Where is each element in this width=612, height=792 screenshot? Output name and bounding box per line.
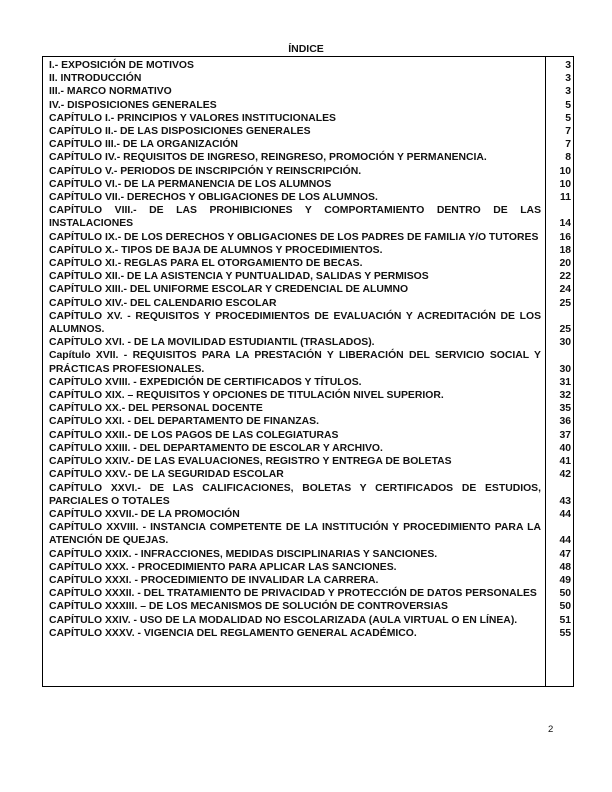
toc-entry-label: II. INTRODUCCIÓN xyxy=(49,73,142,85)
toc-entry-label: CAPÍTULO XI.- REGLAS PARA EL OTORGAMIENTO DE BECAS. xyxy=(49,258,363,270)
toc-entry-label: CAPÍTULO XXIX. - INFRACCIONES, MEDIDAS DISCIPLINARIAS Y SANCIONES. xyxy=(49,548,438,560)
toc-entry-page: 8 xyxy=(565,152,571,164)
toc-entry-page: 16 xyxy=(559,231,571,243)
toc-entry xyxy=(49,112,571,125)
toc-entry xyxy=(49,165,571,178)
toc-entry xyxy=(49,85,571,98)
toc-entry-page: 18 xyxy=(559,244,571,256)
toc-entry-label: CAPÍTULO XIII.- DEL UNIFORME ESCOLAR Y CREDENCIAL DE ALUMNO xyxy=(49,284,409,296)
toc-entry-label: CAPÍTULO XXII.- DE LOS PAGOS DE LAS COLEGIATURAS xyxy=(49,429,339,441)
toc-entry-page: 3 xyxy=(565,60,571,71)
toc-entry-page: 14 xyxy=(559,218,571,230)
toc-entry-label: CAPÍTULO XIX. – REQUISITOS Y OPCIONES DE TITULACIÓN NIVEL SUPERIOR. xyxy=(49,390,444,402)
toc-entry-label: CAPÍTULO XXXI. - PROCEDIMIENTO DE INVALIDAR LA CARRERA. xyxy=(49,574,379,586)
toc-entry-page: 55 xyxy=(559,627,571,639)
index-title: ÍNDICE xyxy=(288,43,324,55)
toc-rows xyxy=(49,59,571,640)
toc-entry-page: 25 xyxy=(559,297,571,309)
toc-entry-label: CAPÍTULO XXIV. - USO DE LA MODALIDAD NO ESCOLARIZADA (AULA VIRTUAL O EN LÍNEA). xyxy=(49,614,518,626)
toc-entry-label: CAPÍTULO XXXIII. – DE LOS MECANISMOS DE SOLUCIÓN DE CONTROVERSIAS xyxy=(49,601,448,613)
toc-entry xyxy=(49,297,571,310)
toc-entry xyxy=(49,59,571,72)
toc-entry xyxy=(49,376,571,389)
toc-entry-page: 5 xyxy=(565,99,571,111)
toc-entry-page: 5 xyxy=(565,112,571,124)
toc-entry-page: 43 xyxy=(559,495,571,507)
toc-entry-label: CAPÍTULO XXVII.- DE LA PROMOCIÓN xyxy=(49,508,240,520)
toc-entry-page: 50 xyxy=(559,601,571,613)
toc-entry-page: 30 xyxy=(559,337,571,349)
toc-entry xyxy=(49,191,571,204)
toc-entry-label: CAPÍTULO XXV.- DE LA SEGURIDAD ESCOLAR xyxy=(49,469,284,481)
toc-entry-page: 37 xyxy=(559,429,571,441)
toc-entry-label: CAPÍTULO XXVIII. - INSTANCIA COMPETENTE DE LA INSTITUCIÓN Y PROCEDIMIENTO PARA LA ATENCIÓN DE QUEJAS. xyxy=(49,522,541,547)
toc-entry-label: Capítulo XVII. - REQUISITOS PARA LA PRESTACIÓN Y LIBERACIÓN DEL SERVICIO SOCIAL Y PRÁCTICAS PROFESIONALES. xyxy=(49,350,541,375)
toc-entry xyxy=(49,402,571,415)
toc-entry-page: 44 xyxy=(559,508,571,520)
toc-entry-page: 49 xyxy=(559,574,571,586)
toc-entry-page: 10 xyxy=(559,165,571,177)
toc-entry xyxy=(49,125,571,138)
toc-entry xyxy=(49,349,571,375)
toc-entry xyxy=(49,283,571,296)
toc-entry-page: 30 xyxy=(559,363,571,375)
toc-entry-page: 42 xyxy=(559,469,571,481)
toc-entry xyxy=(49,389,571,402)
toc-entry xyxy=(49,561,571,574)
toc-entry-label: CAPÍTULO XVIII. - EXPEDICIÓN DE CERTIFICADOS Y TÍTULOS. xyxy=(49,376,362,388)
toc-entry-label: CAPÍTULO XXIII. - DEL DEPARTAMENTO DE ESCOLAR Y ARCHIVO. xyxy=(49,442,383,454)
toc-entry xyxy=(49,204,571,230)
toc-entry-label: CAPÍTULO XII.- DE LA ASISTENCIA Y PUNTUALIDAD, SALIDAS Y PERMISOS xyxy=(49,271,429,283)
toc-entry-label: CAPÍTULO XXIV.- DE LAS EVALUACIONES, REGISTRO Y ENTREGA DE BOLETAS xyxy=(49,456,452,468)
toc-entry-page: 36 xyxy=(559,416,571,428)
toc-entry-page: 40 xyxy=(559,442,571,454)
toc-entry xyxy=(49,99,571,112)
toc-entry-label: CAPÍTULO I.- PRINCIPIOS Y VALORES INSTITUCIONALES xyxy=(49,112,336,124)
toc-entry-label: CAPÍTULO X.- TIPOS DE BAJA DE ALUMNOS Y PROCEDIMIENTOS. xyxy=(49,244,383,256)
toc-entry-page: 3 xyxy=(565,73,571,85)
toc-entry xyxy=(49,270,571,283)
toc-entry-page: 51 xyxy=(559,614,571,626)
toc-entry-label: III.- MARCO NORMATIVO xyxy=(49,86,172,98)
toc-entry-label: CAPÍTULO XXI. - DEL DEPARTAMENTO DE FINANZAS. xyxy=(49,416,319,428)
toc-entry-page: 10 xyxy=(559,178,571,190)
toc-entry-page: 41 xyxy=(559,456,571,468)
toc-entry-page: 7 xyxy=(565,139,571,151)
toc-entry xyxy=(49,257,571,270)
toc-entry xyxy=(49,627,571,640)
toc-entry-page: 35 xyxy=(559,403,571,415)
toc-entry-page: 47 xyxy=(559,548,571,560)
toc-entry-label: CAPÍTULO II.- DE LAS DISPOSICIONES GENERALES xyxy=(49,126,311,138)
toc-entry xyxy=(49,614,571,627)
toc-entry-page: 11 xyxy=(560,192,571,204)
toc-entry-page: 20 xyxy=(559,258,571,270)
toc-entry xyxy=(49,574,571,587)
toc-entry xyxy=(49,336,571,349)
toc-entry-page: 50 xyxy=(559,588,571,600)
toc-entry xyxy=(49,178,571,191)
toc-entry xyxy=(49,468,571,481)
toc-entry xyxy=(49,455,571,468)
toc-entry-label: CAPÍTULO XIV.- DEL CALENDARIO ESCOLAR xyxy=(49,297,277,309)
toc-entry xyxy=(49,442,571,455)
toc-entry-label: CAPÍTULO V.- PERIODOS DE INSCRIPCIÓN Y REINSCRIPCIÓN. xyxy=(49,165,362,177)
toc-entry-label: CAPÍTULO XXXV. - VIGENCIA DEL REGLAMENTO GENERAL ACADÉMICO. xyxy=(49,627,417,639)
toc-entry-label: CAPÍTULO XXXII. - DEL TRATAMIENTO DE PRIVACIDAD Y PROTECCIÓN DE DATOS PERSONALES xyxy=(49,588,537,600)
toc-entry-page: 44 xyxy=(559,535,571,547)
toc-entry-label: CAPÍTULO IV.- REQUISITOS DE INGRESO, REINGRESO, PROMOCIÓN Y PERMANENCIA. xyxy=(49,152,487,164)
toc-entry xyxy=(49,72,571,85)
toc-entry-page: 24 xyxy=(559,284,571,296)
toc-entry xyxy=(49,151,571,164)
toc-entry xyxy=(49,429,571,442)
toc-entry-label: CAPÍTULO XX.- DEL PERSONAL DOCENTE xyxy=(49,403,263,415)
toc-entry xyxy=(49,415,571,428)
page-number: 2 xyxy=(548,724,554,735)
toc-entry xyxy=(49,138,571,151)
toc-entry xyxy=(49,482,571,508)
toc-entry-page: 22 xyxy=(559,271,571,283)
toc-entry-label: I.- EXPOSICIÓN DE MOTIVOS xyxy=(49,60,194,71)
toc-entry-page: 32 xyxy=(559,390,571,402)
toc-entry-label: CAPÍTULO III.- DE LA ORGANIZACIÓN xyxy=(49,139,238,151)
toc-entry xyxy=(49,508,571,521)
toc-entry xyxy=(49,310,571,336)
table-of-contents xyxy=(42,56,574,687)
toc-entry xyxy=(49,587,571,600)
toc-entry-label: CAPÍTULO XXVI.- DE LAS CALIFICACIONES, BOLETAS Y CERTIFICADOS DE ESTUDIOS, PARCIALES O TOTALES xyxy=(49,482,541,507)
toc-entry-label: CAPÍTULO XXX. - PROCEDIMIENTO PARA APLICAR LAS SANCIONES. xyxy=(49,561,397,573)
toc-entry-label: CAPÍTULO XVI. - DE LA MOVILIDAD ESTUDIANTIL (TRASLADOS). xyxy=(49,337,375,349)
toc-entry-page: 3 xyxy=(565,86,571,98)
toc-entry-page: 7 xyxy=(565,126,571,138)
toc-entry xyxy=(49,600,571,613)
toc-entry-label: CAPÍTULO VIII.- DE LAS PROHIBICIONES Y COMPORTAMIENTO DENTRO DE LAS INSTALACIONES xyxy=(49,205,541,230)
toc-entry-label: CAPÍTULO VI.- DE LA PERMANENCIA DE LOS ALUMNOS xyxy=(49,178,332,190)
toc-entry-label: IV.- DISPOSICIONES GENERALES xyxy=(49,99,217,111)
toc-entry-label: CAPÍTULO IX.- DE LOS DERECHOS Y OBLIGACIONES DE LOS PADRES DE FAMILIA Y/O TUTORES xyxy=(49,231,539,243)
toc-entry xyxy=(49,244,571,257)
toc-entry-label: CAPÍTULO VII.- DERECHOS Y OBLIGACIONES DE LOS ALUMNOS. xyxy=(49,192,378,204)
toc-entry-page: 48 xyxy=(559,561,571,573)
toc-entry-page: 25 xyxy=(559,324,571,336)
toc-entry xyxy=(49,548,571,561)
toc-entry-page: 31 xyxy=(559,376,571,388)
toc-entry xyxy=(49,521,571,547)
toc-entry xyxy=(49,231,571,244)
toc-entry-label: CAPÍTULO XV. - REQUISITOS Y PROCEDIMIENTOS DE EVALUACIÓN Y ACREDITACIÓN DE LOS ALUMNOS. xyxy=(49,310,541,336)
